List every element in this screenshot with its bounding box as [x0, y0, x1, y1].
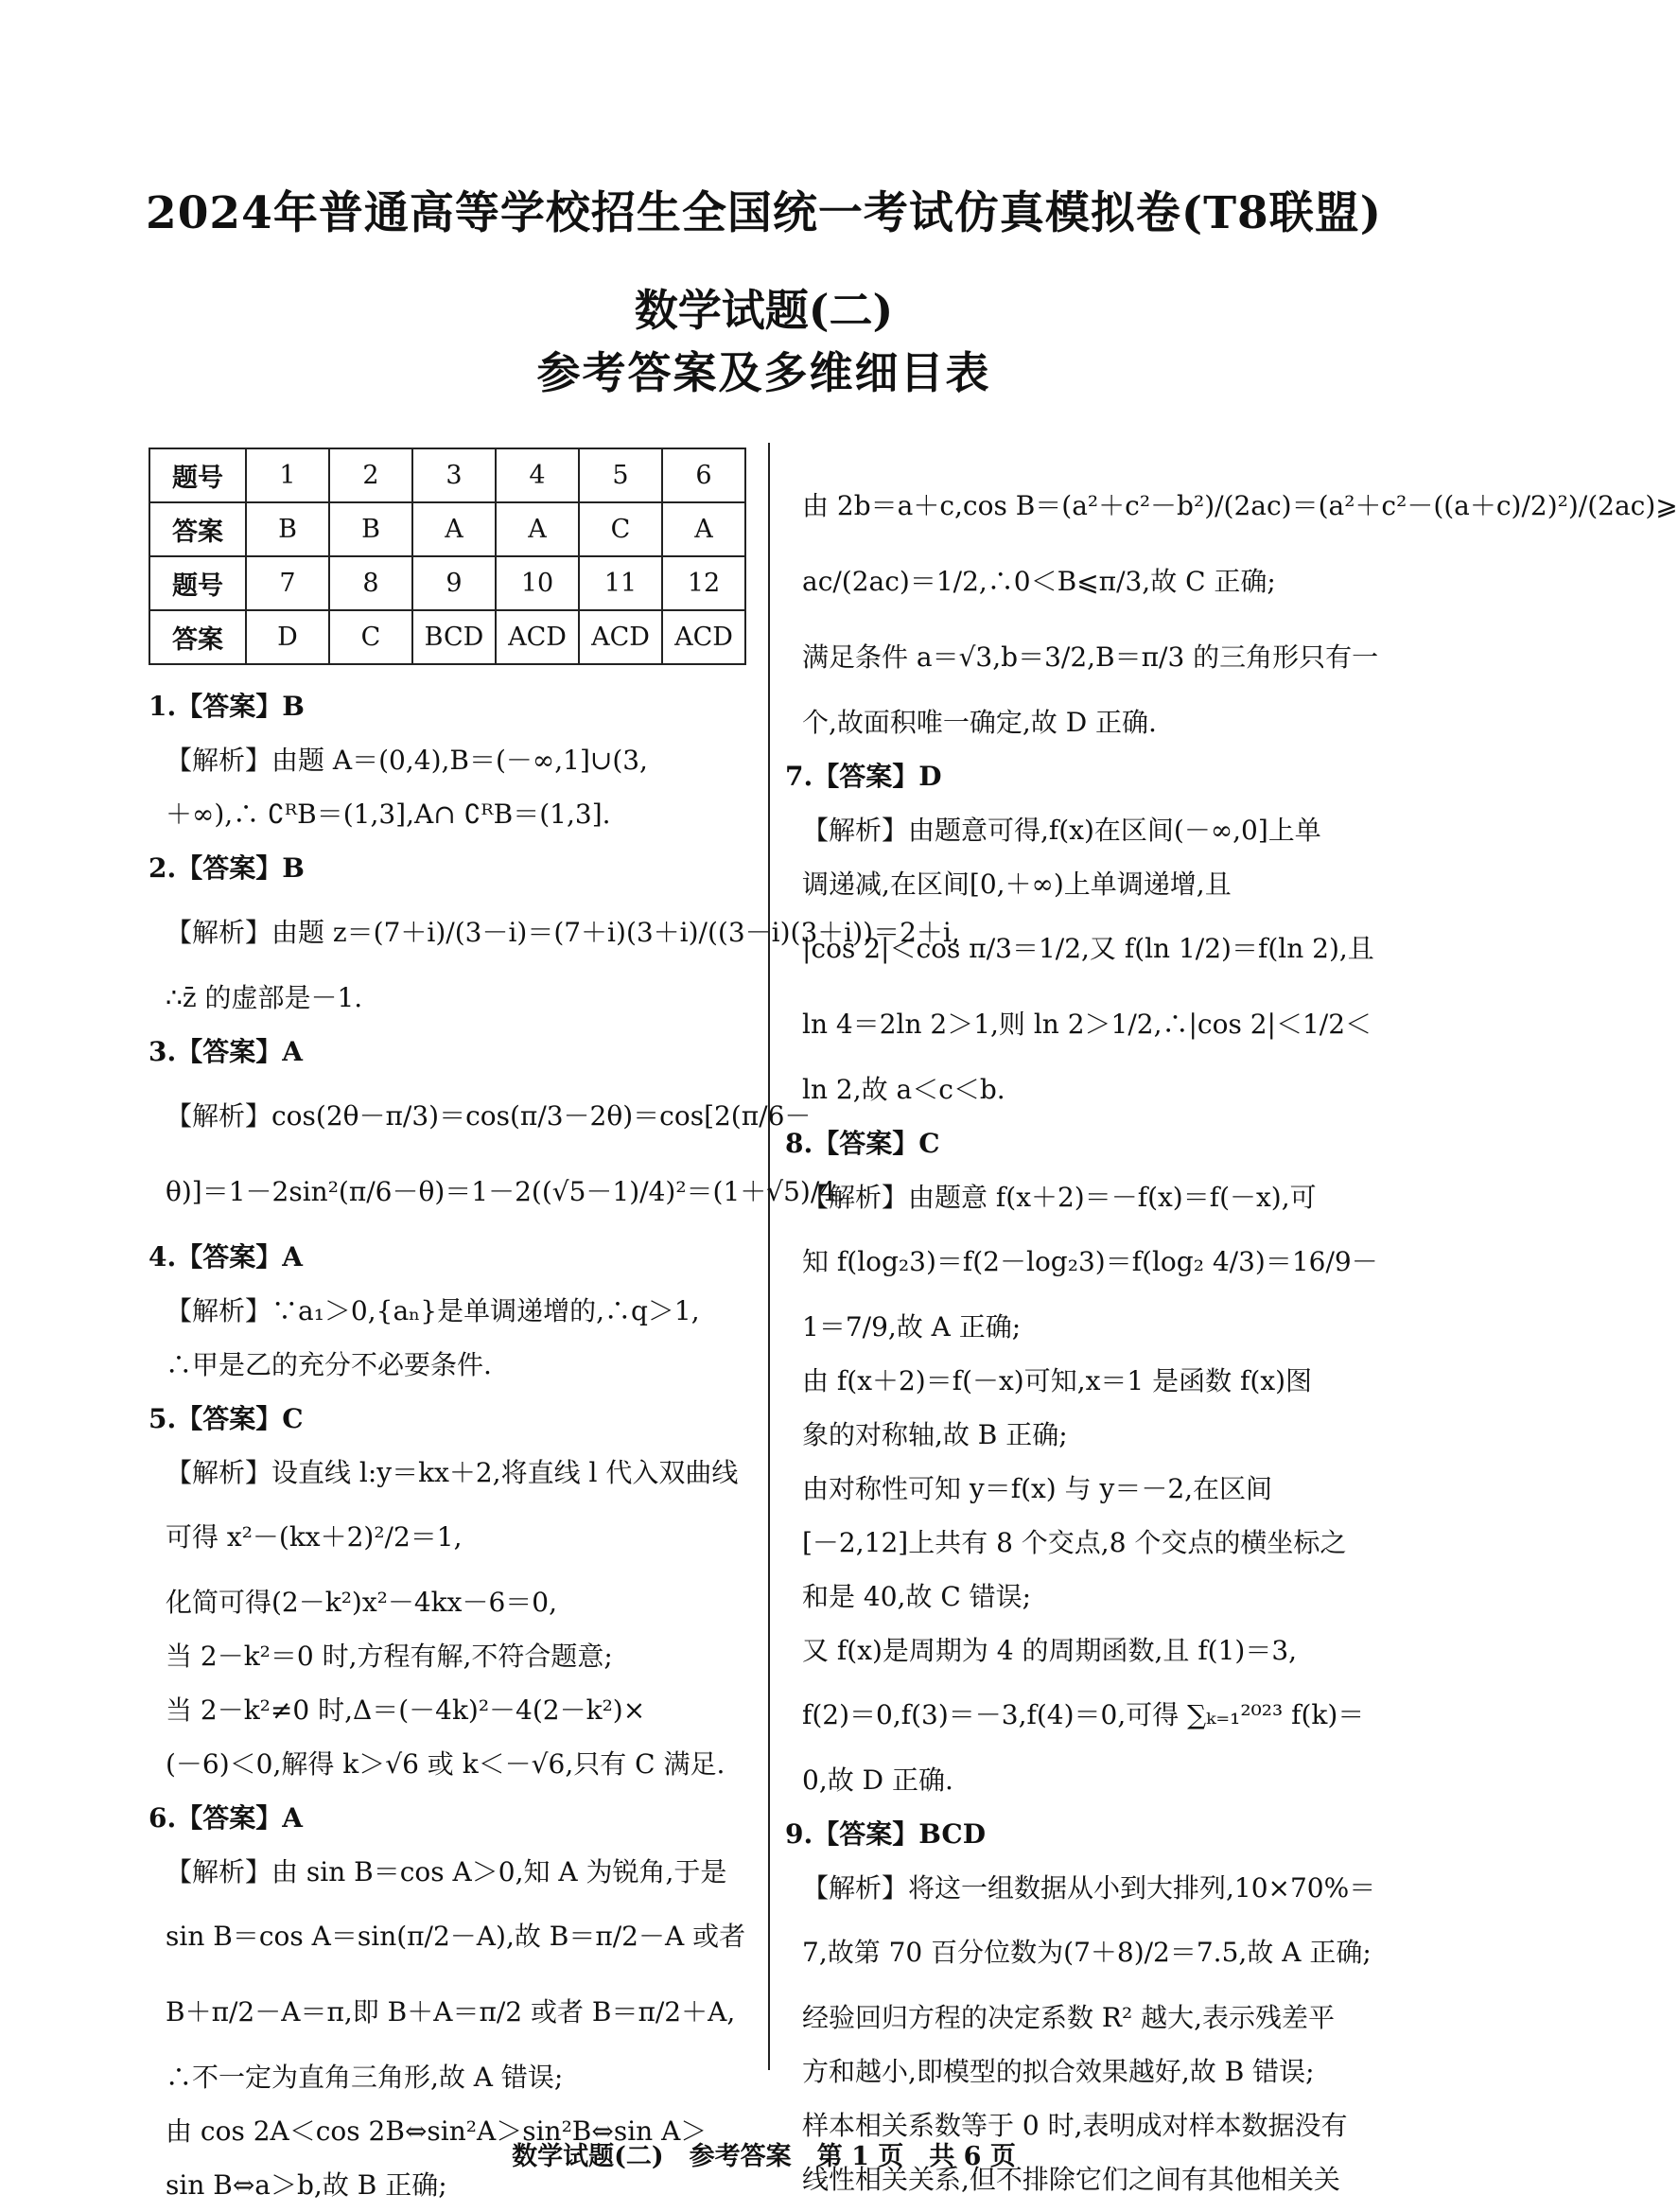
solution-line: sin B＝cos A＝sin(π/2－A),故 B＝π/2－A 或者 — [166, 1921, 746, 1952]
solution-line: 和是 40,故 C 错误; — [802, 1581, 1032, 1612]
table-row — [149, 502, 745, 556]
column-divider — [768, 443, 770, 2070]
answer-cell: A — [662, 502, 745, 556]
answer-cell: A — [496, 502, 579, 556]
solution-line: 【解析】将这一组数据从小到大排列,10×70%＝ — [802, 1872, 1376, 1904]
answer-heading: 9.【答案】BCD — [785, 1818, 986, 1850]
solution-line: 由 2b＝a＋c,cos B＝(a²＋c²－b²)/(2ac)＝(a²＋c²－((a＋c)/2)²)/(2ac)⩾ — [802, 490, 1678, 521]
solution-line: f(2)＝0,f(3)＝－3,f(4)＝0,可得 ∑ₖ₌₁²⁰²³ f(k)＝ — [802, 1699, 1365, 1730]
solution-line: 知 f(log₂3)＝f(2－log₂3)＝f(log₂ 4/3)＝16/9－ — [802, 1246, 1378, 1277]
solution-line: ∴甲是乙的充分不必要条件. — [166, 1349, 492, 1380]
solution-line: 【解析】由题意可得,f(x)在区间(－∞,0]上单 — [802, 815, 1321, 846]
answer-cell: B — [246, 502, 329, 556]
question-number-cell: 10 — [496, 556, 579, 610]
solution-line: 【解析】由题 A＝(0,4),B＝(－∞,1]∪(3, — [166, 745, 648, 776]
solution-line: 7,故第 70 百分位数为(7＋8)/2＝7.5,故 A 正确; — [802, 1937, 1372, 1968]
solution-line: ac/(2ac)＝1/2,∴0＜B⩽π/3,故 C 正确; — [802, 566, 1276, 597]
answer-heading: 8.【答案】C — [785, 1128, 940, 1159]
question-number-cell: 11 — [579, 556, 662, 610]
table-row — [149, 556, 745, 610]
header-cell: 答案 — [149, 610, 246, 664]
header-cell: 题号 — [149, 556, 246, 610]
solution-line: 象的对称轴,故 B 正确; — [802, 1419, 1068, 1450]
solution-line: ＋∞),∴ ∁ᴿB＝(1,3],A∩ ∁ᴿB＝(1,3]. — [166, 799, 611, 830]
solution-line: 个,故面积唯一确定,故 D 正确. — [802, 707, 1157, 738]
solution-line: 【解析】设直线 l:y＝kx＋2,将直线 l 代入双曲线 — [166, 1457, 739, 1488]
question-number-cell: 9 — [412, 556, 496, 610]
answer-heading: 2.【答案】B — [149, 852, 305, 884]
solution-line: 【解析】由题 z＝(7＋i)/(3－i)＝(7＋i)(3＋i)/((3－i)(3＋i))＝2＋i, — [166, 917, 960, 948]
answer-cell: BCD — [412, 610, 496, 664]
answer-cell: C — [329, 610, 412, 664]
answer-heading: 6.【答案】A — [149, 1802, 303, 1834]
answer-heading: 1.【答案】B — [149, 691, 305, 722]
answer-cell: C — [579, 502, 662, 556]
solution-line: sin B⇔a＞b,故 B 正确; — [166, 2169, 447, 2201]
solution-line: ∴z̄ 的虚部是－1. — [166, 982, 363, 1013]
question-number-cell: 1 — [246, 448, 329, 502]
document-title: 参考答案及多维细目表 — [536, 347, 991, 398]
solution-line: (－6)＜0,解得 k＞√6 或 k＜－√6,只有 C 满足. — [166, 1748, 725, 1780]
solution-line: 0,故 D 正确. — [802, 1764, 953, 1796]
solution-line: [－2,12]上共有 8 个交点,8 个交点的横坐标之 — [802, 1527, 1347, 1558]
answer-heading: 4.【答案】A — [149, 1241, 303, 1273]
question-number-cell: 4 — [496, 448, 579, 502]
header-cell: 答案 — [149, 502, 246, 556]
solution-line: 可得 x²－(kx＋2)²/2＝1, — [166, 1521, 463, 1553]
answer-cell: ACD — [496, 610, 579, 664]
solution-line: 当 2－k²≠0 时,Δ＝(－4k)²－4(2－k²)× — [166, 1694, 646, 1726]
solution-line: 由 f(x＋2)＝f(－x)可知,x＝1 是函数 f(x)图 — [802, 1365, 1313, 1396]
solution-line: 由 cos 2A＜cos 2B⇔sin²A＞sin²B⇔sin A＞ — [166, 2115, 708, 2147]
solution-line: B＋π/2－A＝π,即 B＋A＝π/2 或者 B＝π/2＋A, — [166, 1996, 736, 2028]
page-footer: 数学试题(二) 参考答案 第 1 页 共 6 页 — [512, 2142, 1016, 2171]
solution-line: 1＝7/9,故 A 正确; — [802, 1311, 1022, 1343]
answer-heading: 5.【答案】C — [149, 1403, 304, 1434]
answer-cell: D — [246, 610, 329, 664]
solution-line: θ)]＝1－2sin²(π/6－θ)＝1－2((√5－1)/4)²＝(1＋√5)/4. — [166, 1176, 846, 1207]
question-number-cell: 2 — [329, 448, 412, 502]
exam-title: 2024年普通高等学校招生全国统一考试仿真模拟卷(T8联盟) — [146, 187, 1382, 239]
question-number-cell: 12 — [662, 556, 745, 610]
solution-line: 【解析】由题意 f(x＋2)＝－f(x)＝f(－x),可 — [802, 1182, 1317, 1213]
solution-line: 线性相关关系,但不排除它们之间有其他相关关 — [802, 2164, 1340, 2195]
answer-cell: A — [412, 502, 496, 556]
solution-line: 由对称性可知 y＝f(x) 与 y＝－2,在区间 — [802, 1473, 1273, 1504]
solution-line: ln 4＝2ln 2＞1,则 ln 2＞1/2,∴|cos 2|＜1/2＜ — [802, 1009, 1372, 1040]
question-number-cell: 3 — [412, 448, 496, 502]
solution-line: 【解析】由 sin B＝cos A＞0,知 A 为锐角,于是 — [166, 1856, 727, 1887]
subject-title: 数学试题(二) — [634, 285, 894, 336]
header-cell: 题号 — [149, 448, 246, 502]
solution-line: |cos 2|＜cos π/3＝1/2,又 f(ln 1/2)＝f(ln 2),且 — [802, 933, 1374, 964]
solution-line: 经验回归方程的决定系数 R² 越大,表示残差平 — [802, 2002, 1336, 2033]
answer-cell: B — [329, 502, 412, 556]
solution-line: 样本相关系数等于 0 时,表明成对样本数据没有 — [802, 2110, 1348, 2141]
solution-line: 满足条件 a＝√3,b＝3/2,B＝π/3 的三角形只有一 — [802, 641, 1379, 673]
answer-heading: 7.【答案】D — [785, 761, 942, 792]
solution-line: 【解析】cos(2θ－π/3)＝cos(π/3－2θ)＝cos[2(π/6－ — [166, 1100, 812, 1132]
solution-line: 方和越小,即模型的拟合效果越好,故 B 错误; — [802, 2056, 1315, 2087]
solution-line: 化简可得(2－k²)x²－4kx－6＝0, — [166, 1587, 557, 1618]
answer-cell: ACD — [662, 610, 745, 664]
solution-line: ∴不一定为直角三角形,故 A 错误; — [166, 2062, 564, 2093]
solution-line: ln 2,故 a＜c＜b. — [802, 1074, 1005, 1105]
solution-line: 调递减,在区间[0,＋∞)上单调递增,且 — [802, 869, 1232, 900]
table-row — [149, 448, 745, 502]
table-row — [149, 610, 745, 664]
answer-table — [149, 448, 746, 665]
question-number-cell: 6 — [662, 448, 745, 502]
question-number-cell: 5 — [579, 448, 662, 502]
solution-line: 又 f(x)是周期为 4 的周期函数,且 f(1)＝3, — [802, 1635, 1298, 1666]
answer-cell: ACD — [579, 610, 662, 664]
solution-line: 当 2－k²＝0 时,方程有解,不符合题意; — [166, 1641, 613, 1672]
question-number-cell: 7 — [246, 556, 329, 610]
question-number-cell: 8 — [329, 556, 412, 610]
answer-heading: 3.【答案】A — [149, 1036, 303, 1067]
right-column — [785, 468, 1678, 2206]
solution-line: 【解析】∵a₁＞0,{aₙ}是单调递增的,∴q＞1, — [166, 1295, 700, 1326]
